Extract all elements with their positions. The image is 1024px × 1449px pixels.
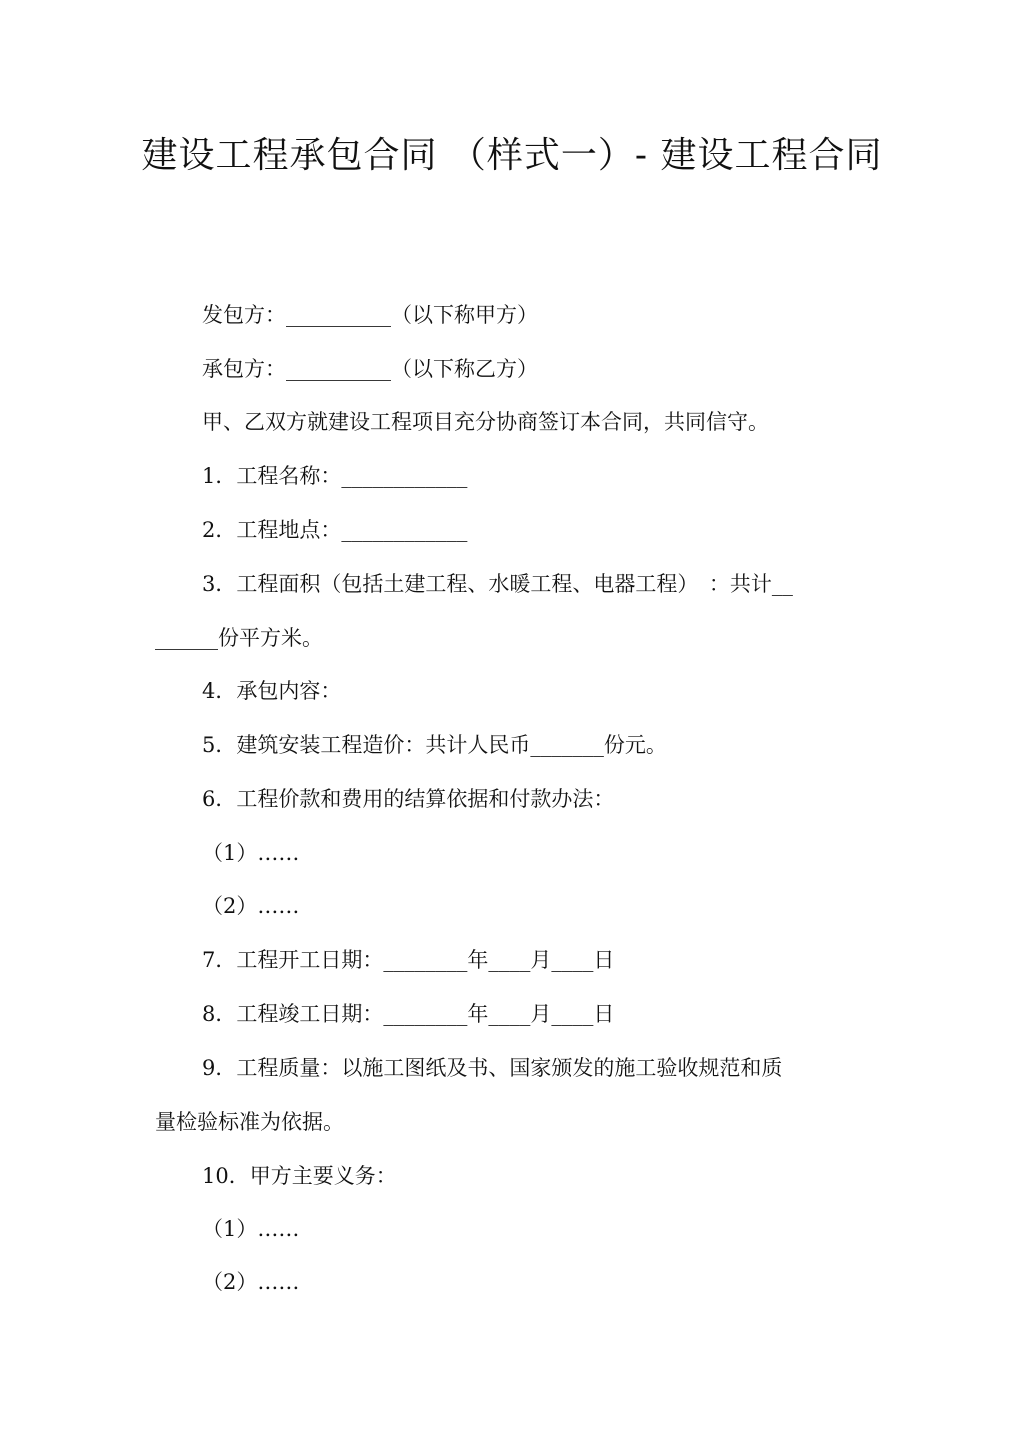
preamble-line: 甲、乙双方就建设工程项目充分协商签订本合同，共同信守。 bbox=[202, 410, 769, 434]
clause-3-project-area: 3．工程面积（包括土建工程、水暖工程、电器工程） ：共计__ bbox=[202, 572, 793, 596]
document-title: 建设工程承包合同 （样式一）- 建设工程合同 bbox=[141, 135, 883, 176]
party-b-line: 承包方：__________（以下称乙方） bbox=[202, 357, 538, 381]
clause-3-project-area-cont: ______份平方米。 bbox=[155, 626, 323, 650]
clause-9-quality-cont: 量检验标准为依据。 bbox=[155, 1110, 344, 1134]
party-a-line: 发包方：__________（以下称甲方） bbox=[202, 303, 538, 327]
clause-5-construction-cost: 5．建筑安装工程造价：共计人民币_______份元。 bbox=[202, 733, 667, 757]
clause-6-payment-method: 6．工程价款和费用的结算依据和付款办法： bbox=[202, 787, 615, 811]
clause-10-party-a-duties: 10．甲方主要义务： bbox=[202, 1164, 397, 1188]
clause-2-project-location: 2．工程地点：____________ bbox=[202, 518, 468, 542]
clause-9-quality: 9．工程质量：以施工图纸及书、国家颁发的施工验收规范和质 bbox=[202, 1056, 783, 1080]
clause-1-project-name: 1．工程名称：____________ bbox=[202, 464, 468, 488]
clause-6-item-1: （1）…… bbox=[202, 841, 300, 865]
clause-4-contract-content: 4．承包内容： bbox=[202, 679, 342, 703]
clause-6-item-2: （2）…… bbox=[202, 894, 300, 918]
clause-8-completion-date: 8．工程竣工日期：________年____月____日 bbox=[202, 1002, 615, 1026]
clause-7-start-date: 7．工程开工日期：________年____月____日 bbox=[202, 948, 615, 972]
clause-10-item-1: （1）…… bbox=[202, 1217, 300, 1241]
clause-10-item-2: （2）…… bbox=[202, 1270, 300, 1294]
